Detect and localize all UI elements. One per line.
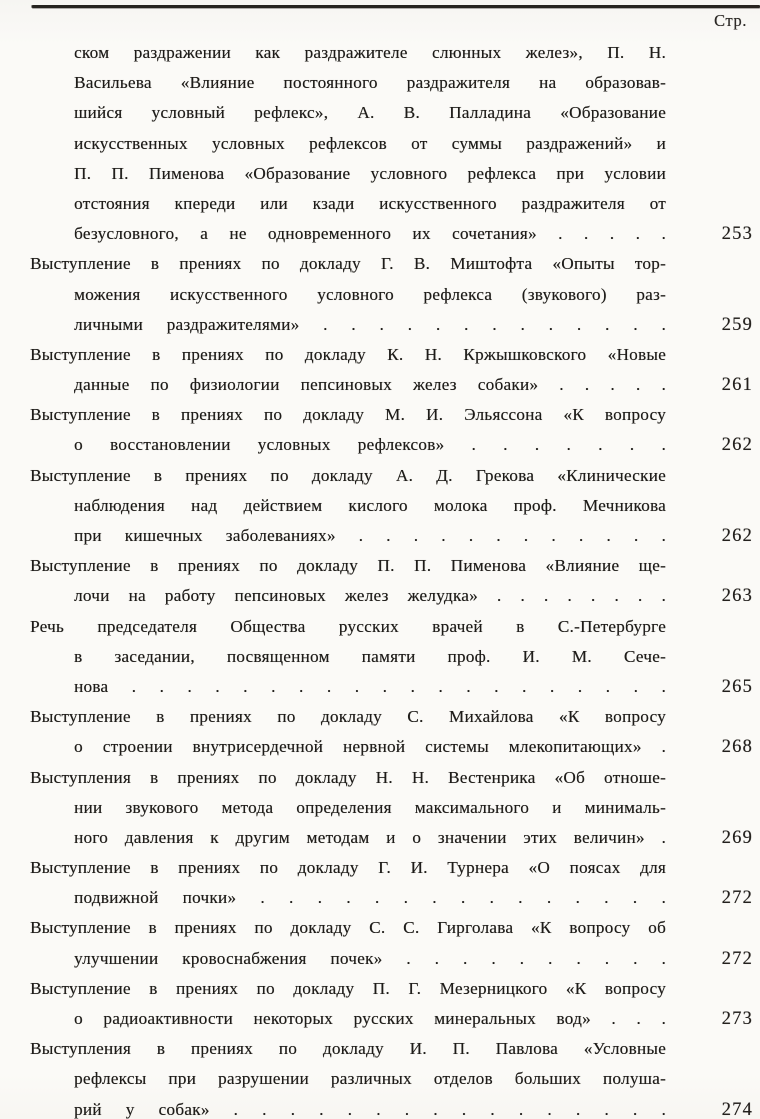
toc-line [0, 400, 760, 430]
toc-line-text: можения искусственного условного рефлекса (звукового) раз- [74, 284, 666, 304]
toc-line-text: П. П. Пименова «Образование условного рефлекса при условии [74, 163, 666, 183]
toc-page-number: 262 [721, 435, 753, 456]
toc-line [0, 702, 760, 732]
toc-line-text: Выступления в прениях по докладу Н. Н. Вестенрика «Об отноше- [30, 767, 666, 787]
toc-line-text: Выступления в прениях по докладу И. П. Павлова «Условные [30, 1039, 666, 1059]
toc-line [0, 370, 760, 400]
toc-line-text: о радиоактивности некоторых русских минеральных вод» . . . [74, 1009, 666, 1028]
toc-line [0, 1095, 760, 1119]
toc-line [0, 581, 760, 611]
toc-line-text: ском раздражении как раздражителе слюнных желез», П. Н. [74, 43, 666, 62]
toc-line-text: шийся условный рефлекс», А. В. Палладина «Образование [74, 103, 666, 123]
toc-line [0, 310, 760, 340]
toc-page-number: 272 [721, 888, 753, 909]
toc-line-text: Выступление в прениях по докладу Г. В. Миштофта «Опыты тор- [30, 254, 666, 274]
toc-line [0, 672, 760, 702]
toc-line [0, 189, 760, 219]
toc-page-number: 269 [721, 827, 753, 848]
toc-line-text: нии звукового метода определения максимального и минималь- [74, 797, 666, 817]
toc-page-number: 259 [721, 314, 753, 335]
toc-line [0, 340, 760, 370]
toc-line-text: Выступление в прениях по докладу С. Михайлова «К вопросу [30, 707, 666, 727]
toc-line [0, 974, 760, 1004]
toc-line-text: данные по физиологии пепсиновых желез собаки» . . . . . [74, 375, 666, 395]
toc-line [0, 551, 760, 581]
toc-line [0, 853, 760, 883]
toc-line [0, 219, 760, 249]
toc-page-number: 253 [721, 224, 753, 245]
toc-line-text: подвижной почки» . . . . . . . . . . . . . . . [74, 888, 666, 908]
toc-line [0, 38, 760, 68]
toc-line [0, 793, 760, 823]
toc-line-text: Выступление в прениях по докладу П. Г. Мезерницкого «К вопросу [30, 978, 666, 998]
toc-line-text: Выступление в прениях по докладу П. П. Пименова «Влияние ще- [30, 556, 666, 576]
toc-page-number: 262 [721, 526, 753, 546]
toc-line-text: искусственных условных рефлексов от суммы раздражений» и [74, 133, 666, 153]
toc-line [0, 491, 760, 521]
toc-line [0, 1064, 760, 1094]
toc-line-text: Речь председателя Общества русских врачей в С.-Петербурге [30, 616, 666, 636]
toc-line [0, 612, 760, 642]
toc-line [0, 129, 760, 159]
toc-line [0, 883, 760, 913]
toc-line-text: безусловного, а не одновременного их сочетания» . . . . . [74, 224, 666, 244]
toc-page-number: 261 [721, 375, 753, 396]
toc-line [0, 68, 760, 98]
toc-line-text: Выступление в прениях по докладу К. Н. Кржышковского «Новые [30, 344, 666, 364]
toc-line [0, 642, 760, 672]
toc-line-text: в заседании, посвященном памяти проф. И. М. Сече- [74, 646, 666, 666]
toc-page-number: 272 [721, 948, 753, 969]
toc-line-text: Васильева «Влияние постоянного раздражителя на образовав- [74, 73, 666, 93]
toc-line-text: улучшении кровоснабжения почек» . . . . . . . . . . [74, 948, 666, 968]
toc-line-text: отстояния кпереди или кзади искусственного раздражителя от [74, 193, 666, 213]
toc-line-text: лочи на работу пепсиновых желез желудка» . . . . . . . . [74, 586, 666, 606]
toc-line [0, 944, 760, 974]
toc-line [0, 430, 760, 460]
toc-line [0, 823, 760, 853]
toc-page-number: 274 [721, 1099, 753, 1119]
toc-line [0, 159, 760, 189]
toc-line [0, 521, 760, 551]
toc-line-text: о строении внутрисердечной нервной системы млекопитающих» . [74, 737, 666, 757]
toc-page-number: 273 [721, 1009, 753, 1029]
table-of-contents [0, 38, 760, 1119]
toc-line [0, 1004, 760, 1034]
toc-line-text: Выступление в прениях по докладу С. С. Гирголава «К вопросу об [30, 918, 666, 938]
toc-line [0, 763, 760, 793]
toc-line-text: о восстановлении условных рефлексов» . . . . . . . [74, 435, 666, 455]
toc-line-text: Выступление в прениях по докладу А. Д. Грекова «Клинические [30, 465, 666, 485]
toc-page-number: 263 [721, 586, 753, 607]
toc-line-text: Выступление в прениях по докладу Г. И. Турнера «О поясах для [30, 858, 666, 878]
toc-line [0, 280, 760, 310]
toc-line-text: рий у собак» . . . . . . . . . . . . . . . . [74, 1099, 666, 1119]
toc-line-text: ного давления к другим методам и о значении этих величин» . [74, 827, 666, 847]
toc-line-text: Выступление в прениях по докладу М. И. Эльяссона «К вопросу [30, 405, 666, 425]
toc-page-number: 268 [721, 737, 753, 758]
toc-line [0, 913, 760, 943]
toc-line [0, 461, 760, 491]
page-column-label: Стр. [714, 11, 747, 30]
toc-line-text: при кишечных заболеваниях» . . . . . . . . . . . . [74, 526, 666, 545]
toc-line-text: личными раздражителями» . . . . . . . . . . . . . [74, 314, 666, 334]
toc-line [0, 249, 760, 279]
toc-line [0, 1034, 760, 1064]
toc-line-text: нова . . . . . . . . . . . . . . . . . . . . [74, 676, 666, 696]
toc-line [0, 732, 760, 762]
page-top-rule [32, 5, 760, 8]
toc-line-text: рефлексы при разрушении различных отделов больших полуша- [74, 1069, 666, 1089]
toc-line [0, 98, 760, 128]
toc-line-text: наблюдения над действием кислого молока проф. Мечникова [74, 495, 666, 515]
toc-page-number: 265 [721, 676, 753, 697]
